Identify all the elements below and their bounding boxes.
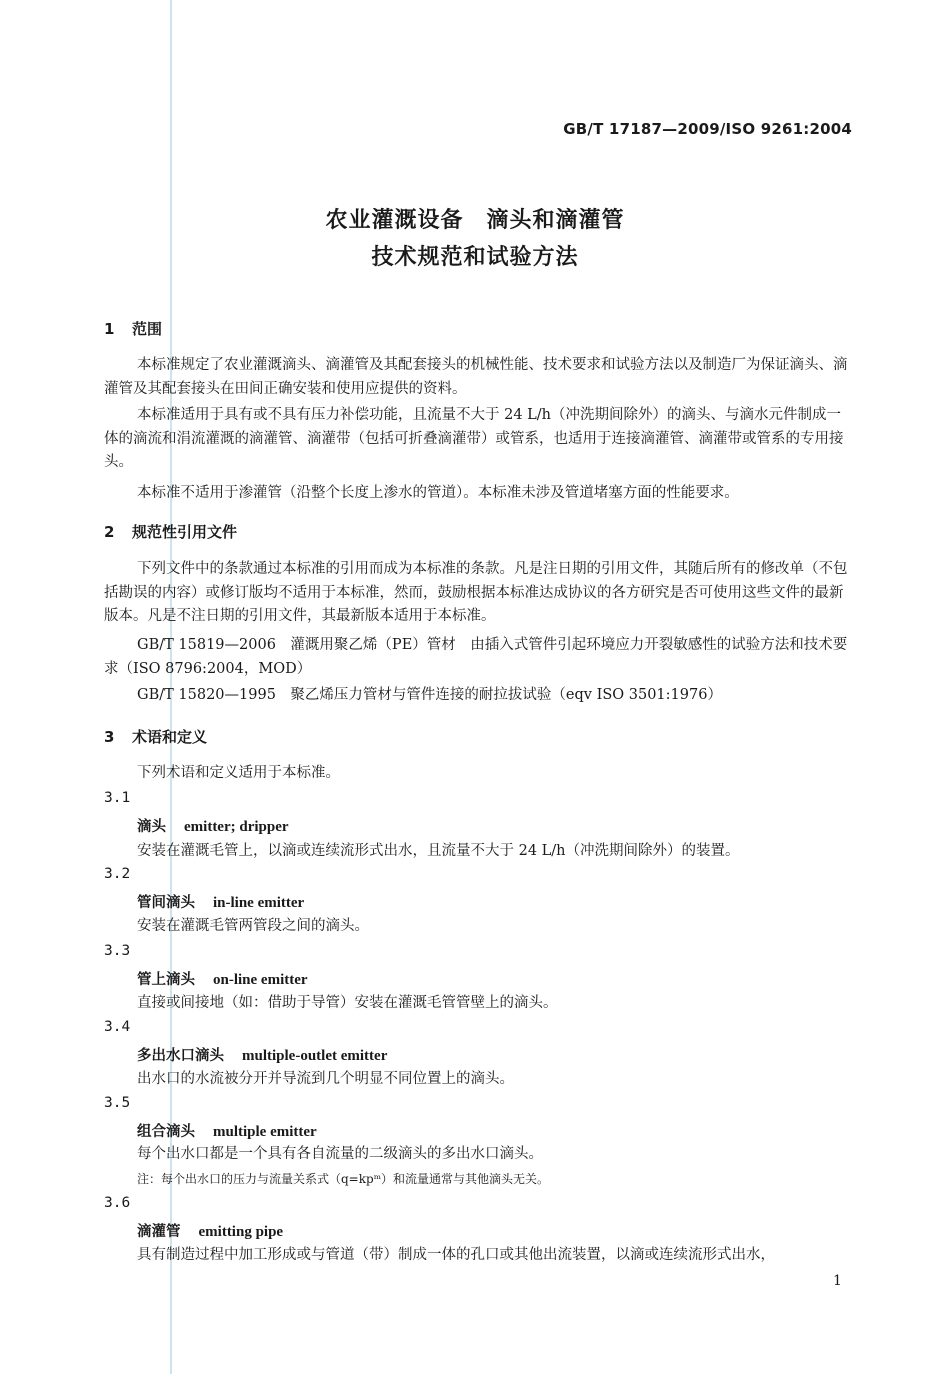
section-3-heading: [104, 726, 207, 747]
section-number: 3: [104, 728, 115, 746]
section-2-heading: [104, 521, 237, 542]
term-definition: 安装在灌溉毛管两管段之间的滴头。: [137, 918, 369, 934]
term-number: 3.3: [104, 943, 131, 959]
term-zh: 滴灌管: [137, 1223, 181, 1240]
section-1-paragraph-3: 本标准不适用于渗灌管（沿整个长度上渗水的管道）。本标准未涉及管道堵塞方面的性能要求。: [137, 485, 739, 501]
section-1-paragraph-2: 本标准适用于具有或不具有压力补偿功能，且流量不大于 24 L/h（冲洗期间除外）的滴头、与滴水元件制成一体的滴流和涓流灌溉的滴灌管、滴灌带（包括可折叠滴灌带）或管系，也适用于连接滴灌管、滴灌带或管系的专用接头。: [104, 407, 844, 470]
document-title-line2: 技术规范和试验方法: [371, 245, 579, 270]
section-number: 2: [104, 523, 115, 541]
document-title-line1: 农业灌溉设备 滴头和滴灌管: [325, 208, 625, 233]
term-en: multiple-outlet emitter: [242, 1048, 388, 1064]
section-1-paragraph-1: 本标准规定了农业灌溉滴头、滴灌管及其配套接头的机械性能、技术要求和试验方法以及制造厂为保证滴头、滴灌管及其配套接头在田间正确安装和使用应提供的资料。: [104, 357, 848, 397]
term-number: 3.6: [104, 1195, 131, 1211]
term-heading: [137, 968, 308, 989]
section-title: 规范性引用文件: [132, 523, 238, 541]
term-number: 3.5: [104, 1095, 131, 1111]
section-number: 1: [104, 320, 115, 338]
page-number: 1: [833, 1273, 842, 1289]
term-heading: [137, 891, 304, 912]
term-heading: [137, 815, 289, 836]
section-1-heading: [104, 318, 162, 339]
term-zh: 滴头: [137, 818, 166, 835]
section-title: 范围: [132, 320, 163, 338]
term-heading: [137, 1044, 387, 1065]
term-definition: 具有制造过程中加工形成或与管道（带）制成一体的孔口或其他出流装置，以滴或连续流形式出水，: [137, 1247, 775, 1263]
normative-reference-1: GB/T 15819—2006 灌溉用聚乙烯（PE）管材 由插入式管件引起环境应力开裂敏感性的试验方法和技术要求（ISO 8796:2004，MOD）: [104, 637, 848, 677]
term-zh: 管上滴头: [137, 971, 195, 988]
term-definition: 每个出水口都是一个具有各自流量的二级滴头的多出水口滴头。: [137, 1146, 543, 1162]
term-en: in-line emitter: [213, 895, 305, 911]
section-title: 术语和定义: [132, 728, 208, 746]
normative-reference-2: GB/T 15820—1995 聚乙烯压力管材与管件连接的耐拉拔试验（eqv ISO 3501:1976）: [137, 687, 722, 703]
term-definition: 出水口的水流被分开并导流到几个明显不同位置上的滴头。: [137, 1071, 514, 1087]
section-2-paragraph-1: 下列文件中的条款通过本标准的引用而成为本标准的条款。凡是注日期的引用文件，其随后所有的修改单（不包括勘误的内容）或修订版均不适用于本标准，然而，鼓励根据本标准达成协议的各方研究是否可使用这些文件的最新版本。凡是不注日期的引用文件，其最新版本适用于本标准。: [104, 561, 848, 624]
term-number: 3.1: [104, 790, 131, 806]
term-zh: 多出水口滴头: [137, 1047, 224, 1064]
term-en: multiple emitter: [213, 1124, 317, 1140]
term-definition: 直接或间接地（如：借助于导管）安装在灌溉毛管管壁上的滴头。: [137, 995, 558, 1011]
term-number: 3.2: [104, 866, 131, 882]
term-zh: 组合滴头: [137, 1123, 195, 1140]
term-note: 注：每个出水口的压力与流量关系式（q=kpᵐ）和流量通常与其他滴头无关。: [137, 1172, 550, 1186]
section-3-intro: 下列术语和定义适用于本标准。: [137, 765, 340, 781]
term-en: emitting pipe: [198, 1224, 284, 1240]
term-en: on-line emitter: [213, 972, 308, 988]
term-definition: 安装在灌溉毛管上，以滴或连续流形式出水，且流量不大于 24 L/h（冲洗期间除外）的装置。: [137, 843, 740, 859]
term-heading: [137, 1120, 317, 1141]
standard-number-header: GB/T 17187—2009/ISO 9261:2004: [563, 120, 852, 138]
term-zh: 管间滴头: [137, 894, 195, 911]
term-number: 3.4: [104, 1019, 131, 1035]
term-en: emitter; dripper: [184, 819, 289, 835]
term-heading: [137, 1220, 283, 1241]
